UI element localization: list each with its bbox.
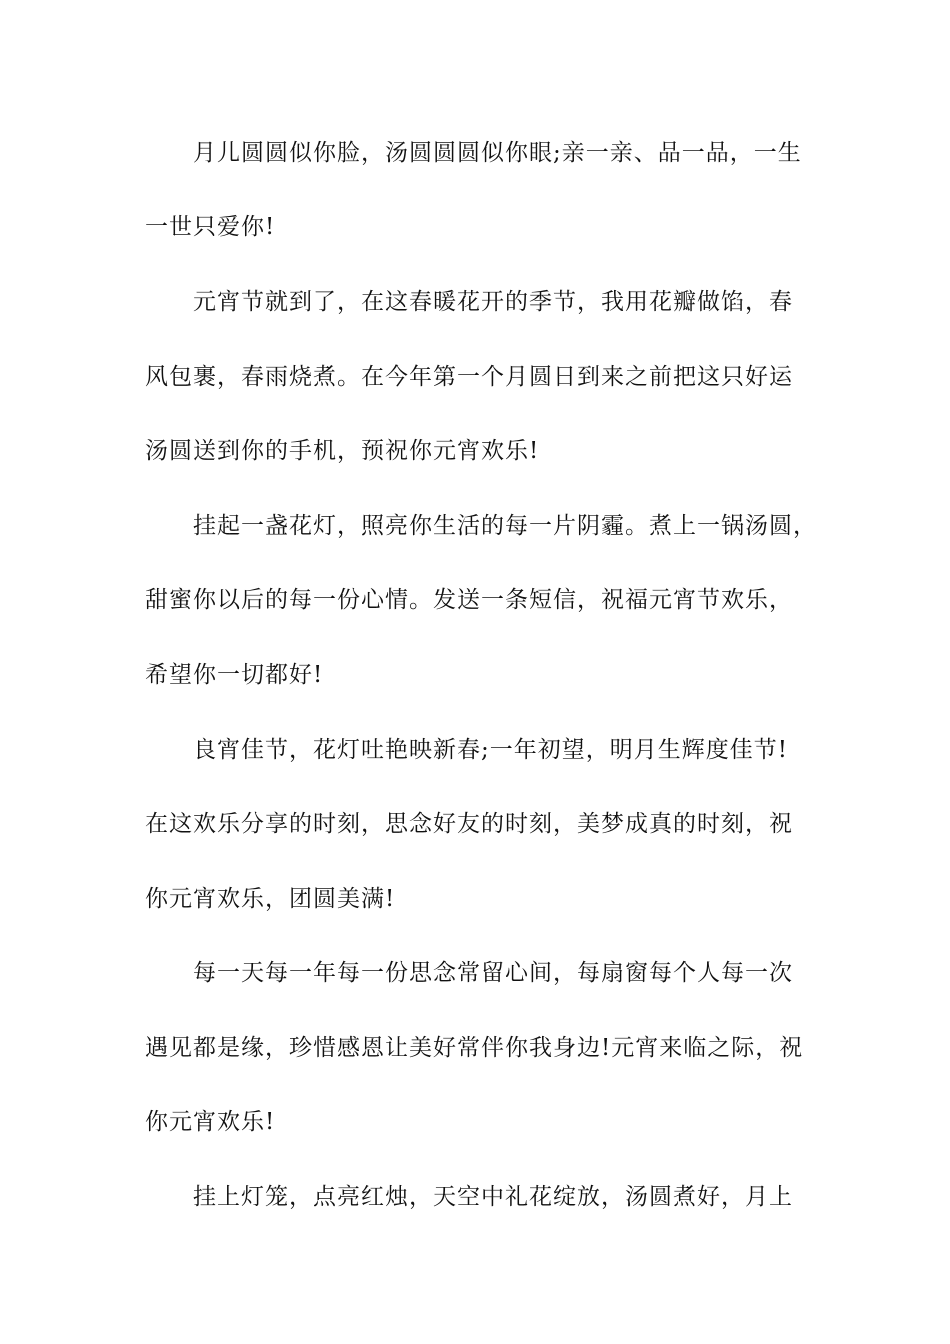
paragraph-4-line-3: 你元宵欢乐，团圆美满! [145, 886, 396, 912]
paragraph-3-line-3: 希望你一切都好! [145, 662, 324, 688]
paragraph-2-line-2: 风包裹，春雨烧煮。在今年第一个月圆日到来之前把这只好运 [145, 364, 793, 390]
paragraph-3-line-2: 甜蜜你以后的每一份心情。发送一条短信，祝福元宵节欢乐， [145, 587, 793, 613]
paragraph-2-line-3: 汤圆送到你的手机，预祝你元宵欢乐! [145, 438, 540, 464]
paragraph-6-line-1: 挂上灯笼，点亮红烛，天空中礼花绽放，汤圆煮好，月上 [193, 1184, 793, 1210]
paragraph-1-line-1: 月儿圆圆似你脸，汤圆圆圆似你眼;亲一亲、品一品，一生 [193, 140, 802, 166]
paragraph-5-line-2: 遇见都是缘，珍惜感恩让美好常伴你我身边!元宵来临之际，祝 [145, 1035, 804, 1061]
paragraph-4-line-2: 在这欢乐分享的时刻，思念好友的时刻，美梦成真的时刻，祝 [145, 811, 793, 837]
paragraph-2-line-1: 元宵节就到了，在这春暖花开的季节，我用花瓣做馅，春 [193, 289, 793, 315]
paragraph-5-line-3: 你元宵欢乐! [145, 1109, 276, 1135]
paragraph-1-line-2: 一世只爱你! [145, 214, 276, 240]
paragraph-3-line-1: 挂起一盏花灯，照亮你生活的每一片阴霾。煮上一锅汤圆， [193, 513, 817, 539]
paragraph-4-line-1: 良宵佳节，花灯吐艳映新春;一年初望，明月生辉度佳节! [193, 737, 788, 763]
paragraph-5-line-1: 每一天每一年每一份思念常留心间，每扇窗每个人每一次 [193, 960, 793, 986]
